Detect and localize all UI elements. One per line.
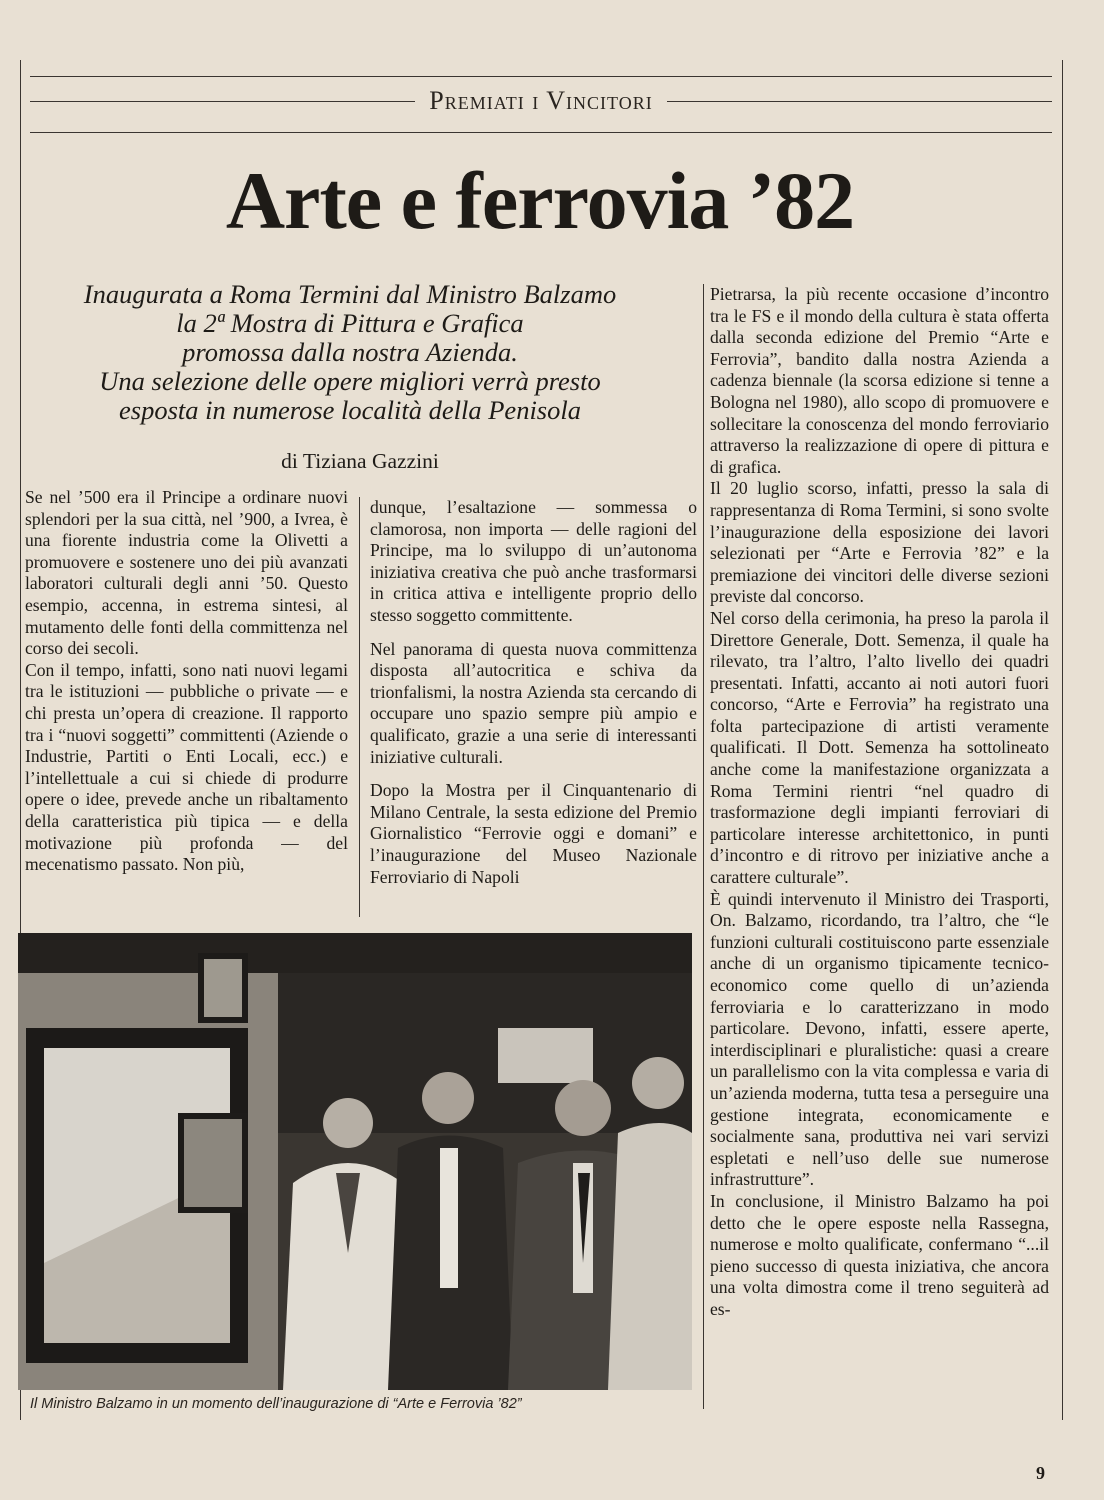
header-rule-left (30, 101, 415, 102)
top-rule (30, 76, 1052, 77)
standfirst-line: promossa dalla nostra Azienda. (182, 337, 518, 367)
page-frame-right (1062, 60, 1063, 1420)
paragraph: Nel corso della cerimonia, ha preso la parola il Direttore Generale, Dott. Semenza, il quale ha rilevato, tra l’altro, l’alto livello dei quadri presentati. Infatti, accanto ai noti autori fuori concorso, “Arte e Ferrovia” ha registrato una folta partecipazione di artisti veramente qualificati. Il Dott. Semenza ha sottolineato anche come la manifestazione organizzata a Roma Termini rientri “nel quadro di trasformazione degli impianti ferroviari di particolare interesse architettonico, in punti d’incontro e di ritrovo per iniziative anche a carattere culturale”. (710, 607, 1049, 888)
paragraph: Pietrarsa, la più recente occasione d’incontro tra le FS e il mondo della cultura è stata offerta dalla seconda edizione del Premio “Arte e Ferrovia”, bandito dalla nostra Azienda a cadenza biennale (la scorsa edizione si tenne a Bologna nel 1980), allo scopo di promuovere e sollecitare la conoscenza del mondo ferroviario attraverso la realizzazione di opere di pittura e di grafica. (710, 284, 1049, 477)
page-number: 9 (1036, 1463, 1045, 1483)
section-label: Premiati i Vincitori (429, 86, 653, 115)
paragraph: dunque, l’esaltazione — sommessa o clamorosa, non importa — delle ragioni del Principe, ma lo sviluppo di un’autonoma iniziativa creativa che può anche trasformarsi in critica attiva e intelligente proprio dello stesso soggetto committente. (370, 497, 697, 625)
photo-caption: Il Ministro Balzamo in un momento dell’inaugurazione di “Arte e Ferrovia ’82” (30, 1396, 522, 1412)
paragraph: Con il tempo, infatti, sono nati nuovi legami tra le istituzioni — pubbliche o private — e chi presta un’opera di creazione. Il rapporto tra i “nuovi soggetti” committenti (Aziende o Industrie, Partiti o Enti Locali, ecc.) e l’intellettuale a cui si chiede di produrre opere o idee, prevede anche un ribaltamento della caratteristica più tipica — e della motivazione più profonda — del mecenatismo passato. Non più, (25, 659, 348, 875)
column-1 (25, 487, 348, 876)
standfirst-line: la 2ª Mostra di Pittura e Grafica (176, 308, 524, 338)
header-bottom-rule (30, 132, 1052, 133)
header-rule-right (667, 101, 1052, 102)
column-2 (370, 497, 697, 888)
column-3 (710, 284, 1049, 1321)
paragraph: Dopo la Mostra per il Cinquantenario di Milano Centrale, la sesta edizione del Premio Giornalistico “Ferrovie oggi e domani” e l’inaugurazione del Museo Nazionale Ferroviario di Napoli (370, 780, 697, 887)
photo-illustration (18, 933, 692, 1390)
article-photo (18, 933, 692, 1390)
section-header (30, 84, 1052, 118)
byline: di Tiziana Gazzini (281, 449, 439, 473)
paragraph: Se nel ’500 era il Principe a ordinare nuovi splendori per la sua città, nel ’900, a Ivrea, è una fiorente industria come la Olivetti a promuovere e sostenere uno dei più avanzati laboratori culturali degli anni ’50. Questo esempio, accenna, in estrema sintesi, al mutamento delle fonti della committenza nel corso dei secoli. (25, 487, 348, 659)
standfirst-line: Una selezione delle opere migliori verrà presto (99, 366, 601, 396)
column-divider (703, 284, 704, 1409)
standfirst-line: Inaugurata a Roma Termini dal Ministro Balzamo (83, 279, 617, 309)
standfirst (40, 280, 660, 425)
paragraph: Nel panorama di questa nuova committenza disposta all’autocritica e schiva da trionfalismi, la nostra Azienda sta cercando di occupare uno spazio sempre più ampio e qualificato, grazie a una serie di interessanti iniziative culturali. (370, 638, 697, 767)
column-divider (359, 497, 360, 917)
article-title: Arte e ferrovia ’82 (225, 155, 855, 246)
paragraph: È quindi intervenuto il Ministro dei Trasporti, On. Balzamo, ricordando, tra l’altro, che “le funzioni culturali costituiscono parte essenziale anche di un organismo tipicamente tecnico-economico come quello di un’azienda ferroviaria e lo caratterizzano in modo particolare. Devono, infatti, essere aperte, interdisciplinari e pluralistiche: quasi a creare un parallelismo con la vita complessa e varia di un’azienda moderna, tutta tesa a perseguire una gestione integrata, economicamente e socialmente sana, produttiva nei vari servizi espletati e nell’uso delle sue numerose infrastrutture”. (710, 888, 1049, 1190)
paragraph: In conclusione, il Ministro Balzamo ha poi detto che le opere esposte nella Rassegna, numerose e molto qualificate, confermano “...il pieno successo di questa iniziativa, che ancora una volta dimostra come il treno seguiterà ad es- (710, 1190, 1049, 1319)
paragraph: Il 20 luglio scorso, infatti, presso la sala di rappresentanza di Roma Termini, si sono svolte l’inaugurazione della esposizione dei lavori selezionati per “Arte e Ferrovia ’82” e la premiazione dei vincitori delle diverse sezioni previste dal concorso. (710, 478, 1049, 607)
standfirst-line: esposta in numerose località della Penisola (119, 395, 581, 425)
